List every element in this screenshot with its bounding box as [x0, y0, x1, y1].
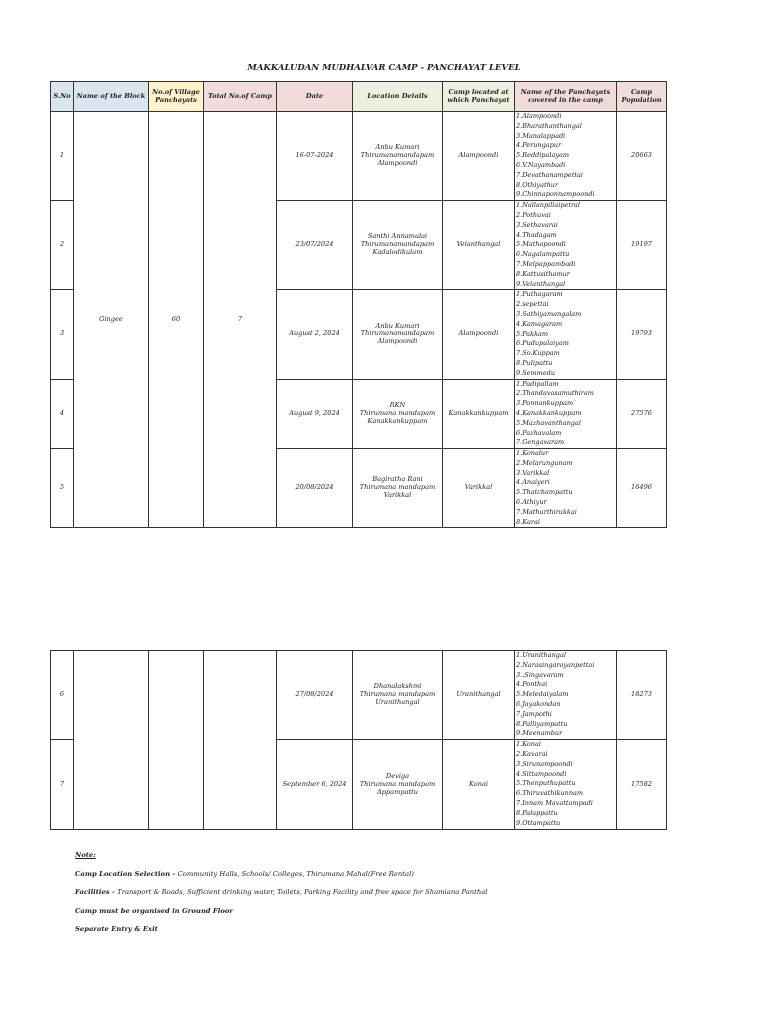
- row-date: 16-07-2024: [277, 112, 353, 201]
- row-date: August 9, 2024: [277, 379, 353, 449]
- header-date: Date: [277, 82, 353, 112]
- row-panchayats-list: 1.Konalur 2.Melarungunam 3.Varikkal 4.Anaiyeri 5.Thatchampattu 6.Athiyur 7.Mathurthirukkai 8.Karai: [515, 449, 617, 528]
- row-panchayats-list: 1.Puthagaram 2.sepettai 3.Sathiyamangalam 4.Kamagaram 5.Pakkam 6.Pudupalaiyam 7.So.Kuppam 8.Pulipattu 9.Semmedu: [515, 290, 617, 379]
- header-panchayats-covered: Name of the Panchayats covered in the camp: [515, 82, 617, 112]
- row-date: September 6, 2024: [277, 740, 353, 830]
- row-camp-panchayat: Uranithangal: [443, 651, 515, 740]
- row-date: 27/08/2024: [277, 651, 353, 740]
- row-date: August 2, 2024: [277, 290, 353, 379]
- row-location: Anbu Kumari Thirumanamandapam Alampoondi: [353, 112, 443, 201]
- block-total-camp: 7: [204, 112, 277, 528]
- table-header-row: [51, 82, 667, 112]
- row-sno: 3: [51, 290, 74, 379]
- row-camp-panchayat: Alampoondi: [443, 112, 515, 201]
- row-location: Deviga Thirumana mandapam Appampattu: [353, 740, 443, 830]
- row-sno: 5: [51, 449, 74, 528]
- row-date: 23/07/2024: [277, 201, 353, 290]
- row-sno: 7: [51, 740, 74, 830]
- row-location: Bagiratha Rani Thirumana mandapam Varikkal: [353, 449, 443, 528]
- notes-heading: Note:: [75, 851, 96, 859]
- camp-table-part1: [50, 81, 667, 528]
- row-population: 16496: [617, 449, 667, 528]
- row-population: 17582: [617, 740, 667, 830]
- page-title: MAKKALUDAN MUDHALVAR CAMP - PANCHAYAT LEVEL: [247, 63, 521, 73]
- block-total-camp-continued: [204, 651, 277, 830]
- row-sno: 4: [51, 379, 74, 449]
- note-ground-floor: Camp must be organised in Ground Floor: [75, 906, 233, 915]
- row-camp-panchayat: Velanthangal: [443, 201, 515, 290]
- row-panchayats-list: 1.Padipallam 2.Thandavasamuthiram 3.Ponnankuppam` 4.Kanakkankuppam 5.Mazhavanthangal 6.Pazhavalam 7.Gengavaram: [515, 379, 617, 449]
- row-sno: 1: [51, 112, 74, 201]
- header-population: Camp Population: [617, 82, 667, 112]
- header-camp-panchayat: Camp located at which Panchayat: [443, 82, 515, 112]
- header-total-camp: Total No.of Camp: [204, 82, 277, 112]
- block-village-panchayats-continued: [149, 651, 204, 830]
- row-location: Anbu Kumari Thirumanamandapam Alampoondi: [353, 290, 443, 379]
- row-location: Dhanalakshmi Thirumana mandapam Uranithangal: [353, 651, 443, 740]
- block-name-continued: [74, 651, 149, 830]
- row-population: 27576: [617, 379, 667, 449]
- row-population: 19197: [617, 201, 667, 290]
- header-sno: S.No: [51, 82, 74, 112]
- block-village-panchayats: 60: [149, 112, 204, 528]
- row-sno: 2: [51, 201, 74, 290]
- row-population: 18273: [617, 651, 667, 740]
- note-camp-location: Camp Location Selection - Community Halls, Schools/ Colleges, Thirumana Mahal(Free Rental): [75, 869, 414, 878]
- row-location: Santhi Annamalai Thirumanamandapam Kadalodikulam: [353, 201, 443, 290]
- row-camp-panchayat: Alampoondi: [443, 290, 515, 379]
- row-panchayats-list: 1.Konai 2.Kavarai 3.Sirunampoondi 4.Sittampoondi 5.Thenputhupattu 6.Thiruvathikunnam 7.Innam Mavattampadi 8.Palappattu 9.Ottampattu: [515, 740, 617, 830]
- row-panchayats-list: 1.Alampoondi 2.Bharathanthangal 3.Manalappadi 4.Perungapur 5.Reddipalayam 6.V.Nayambadi 7.Devathanampettai 8.Othiyathur 9.Chinnaponnampoondi: [515, 112, 617, 201]
- row-population: 19793: [617, 290, 667, 379]
- notes-section: [75, 851, 487, 944]
- row-location: RKN Thirumana mandapam Kanakkankuppam: [353, 379, 443, 449]
- note-entry-exit: Separate Entry & Exit: [75, 925, 158, 933]
- header-village-panchayats: No.of Village Panchayats: [149, 82, 204, 112]
- row-panchayats-list: 1.Uranithangal 2.Narasingarayanpettai 3..Singavaram 4.Ponthai 5.Meledaiyalam 6.Jayakondan 7.Jampothi 8.Palliyampattu 9.Meenambur: [515, 651, 617, 740]
- row-date: 20/08/2024: [277, 449, 353, 528]
- header-location: Location Details: [353, 82, 443, 112]
- row-camp-panchayat: Varikkal: [443, 449, 515, 528]
- row-camp-panchayat: Kanakkankuppam: [443, 379, 515, 449]
- row-sno: 6: [51, 651, 74, 740]
- table-row: [51, 651, 667, 740]
- row-camp-panchayat: Konai: [443, 740, 515, 830]
- table-row: [51, 112, 667, 201]
- camp-table-part2: [50, 650, 667, 830]
- block-name: Gingee: [74, 112, 149, 528]
- note-facilities: Facilities - Transport & Roads, Sufficient drinking water, Toilets, Parking Facility and free space for Shamiana Panthal: [75, 888, 488, 896]
- row-population: 20663: [617, 112, 667, 201]
- header-block: Name of the Block: [74, 82, 149, 112]
- row-panchayats-list: 1.Nallanpillaipetral 2.Pothuvai 3.Sethavarai 4.Thadagam 5.Mathapoondi 6.Nagalampattu 7.Melpappambadi 8.Kattusithamur 9.Velanthangal: [515, 201, 617, 290]
